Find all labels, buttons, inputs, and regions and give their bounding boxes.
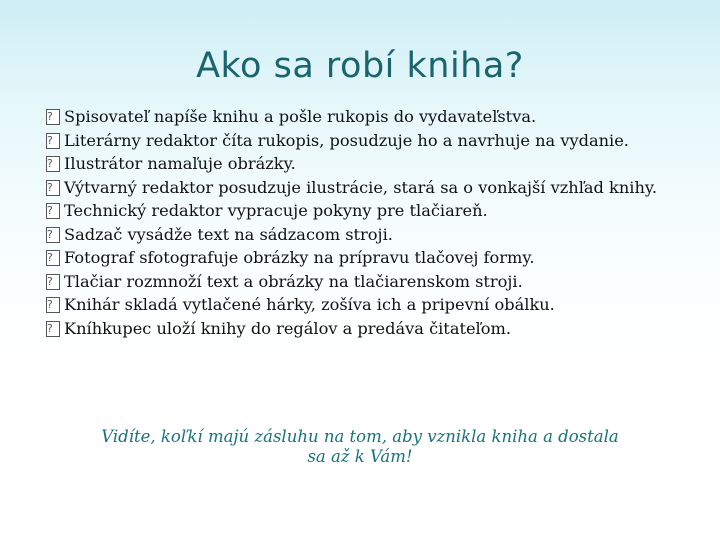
bullet-text: Fotograf sfotografuje obrázky na prípravu tlačovej formy.: [64, 248, 535, 267]
bullet-item: [46, 318, 674, 339]
bullet-item: [46, 247, 674, 268]
missing-glyph-icon: ?: [46, 156, 60, 172]
missing-glyph-icon: ?: [46, 203, 60, 219]
bullet-text: Tlačiar rozmnoží text a obrázky na tlačiarenskom stroji.: [64, 271, 523, 291]
bullet-item: [46, 153, 674, 174]
bullet-text: Literárny redaktor číta rukopis, posudzuje ho a navrhuje na vydanie.: [64, 130, 629, 150]
bullet-list: [46, 106, 674, 341]
closing-line: Vidíte, koľkí majú zásluhu na tom, aby vznikla kniha a dostala: [101, 427, 619, 446]
bullet-text: Technický redaktor vypracuje pokyny pre tlačiareň.: [64, 201, 488, 220]
missing-glyph-icon: ?: [46, 133, 60, 149]
missing-glyph-icon: ?: [46, 274, 60, 290]
bullet-text: Ilustrátor namaľuje obrázky.: [64, 154, 296, 173]
bullet-text: Knihár skladá vytlačené hárky, zošíva ich a pripevní obálku.: [64, 295, 555, 314]
missing-glyph-icon: ?: [46, 227, 60, 243]
missing-glyph-icon: ?: [46, 250, 60, 266]
bullet-item: [46, 106, 674, 127]
bullet-item: [46, 130, 674, 151]
missing-glyph-icon: ?: [46, 297, 60, 313]
missing-glyph-icon: ?: [46, 109, 60, 125]
missing-glyph-icon: ?: [46, 180, 60, 196]
bullet-text: Spisovateľ napíše knihu a pošle rukopis do vydavateľstva.: [64, 107, 537, 126]
missing-glyph-icon: ?: [46, 321, 60, 337]
bullet-item: [46, 224, 674, 245]
bullet-text: Výtvarný redaktor posudzuje ilustrácie, stará sa o vonkajší vzhľad knihy.: [64, 177, 658, 197]
bullet-item: [46, 200, 674, 221]
closing-line: sa až k Vám!: [307, 447, 413, 466]
bullet-text: Kníhkupec uloží knihy do regálov a predáva čitateľom.: [64, 318, 511, 338]
slide-title: Ako sa robí kniha?: [196, 46, 524, 86]
bullet-text: Sadzač vysádže text na sádzacom stroji.: [64, 224, 393, 244]
bullet-item: [46, 177, 674, 198]
closing-note: [40, 427, 680, 467]
bullet-item: [46, 294, 674, 315]
bullet-item: [46, 271, 674, 292]
